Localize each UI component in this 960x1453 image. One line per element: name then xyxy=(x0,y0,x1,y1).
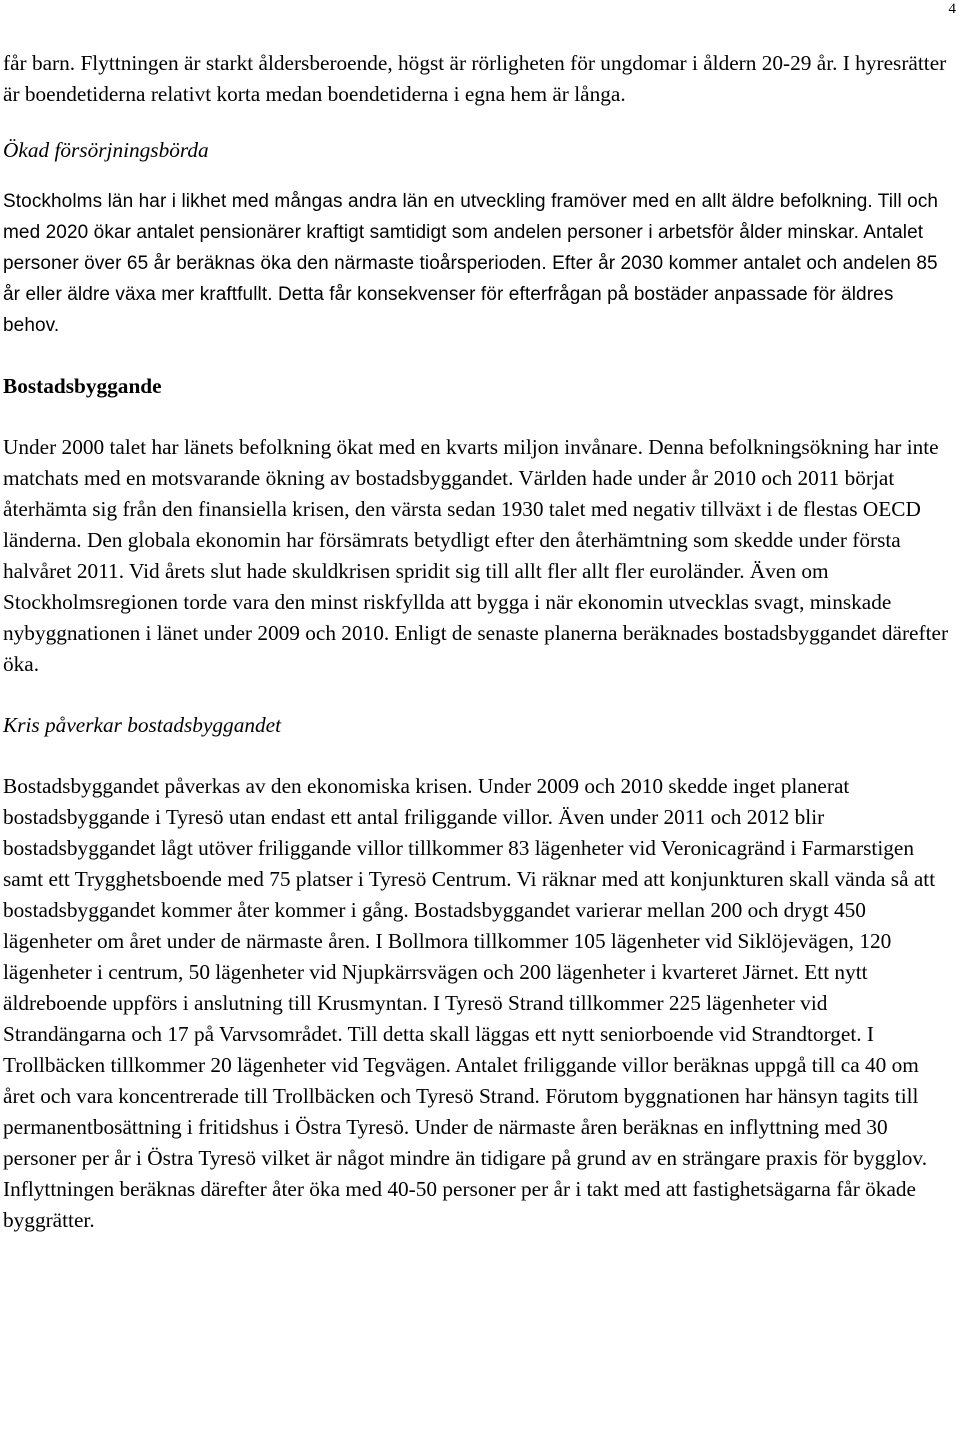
section-heading-kris: Kris påverkar bostadsbyggandet xyxy=(3,713,282,737)
paragraph-bostadsbyggande: Under 2000 talet har länets befolkning ökat med en kvarts miljon invånare. Denna befolkningsökning har inte matchats med en motsvarande ökning av bostadsbyggandet. Världen hade under år 2010 och 2011 börjat återhämta sig från den finansiella krisen, den värsta sedan 1930 talet med negativ tillväxt i de flestas OECD länderna. Den globala ekonomin har försämrats betydligt efter den återhämtning som skedde under första halvåret 2011. Vid årets slut hade skuldkrisen spridit sig till allt fler allt fler euroländer. Även om Stockholmsregionen torde vara den minst riskfyllda att bygga i när ekonomin utvecklas svagt, minskade nybyggnationen i länet under 2009 och 2010. Enligt de senaste planerna beräknades bostadsbyggandet därefter öka. xyxy=(3,435,949,676)
section-heading-forsorjningsborda: Ökad försörjningsbörda xyxy=(3,138,209,162)
section-heading-bostadsbyggande: Bostadsbyggande xyxy=(3,374,162,398)
page-content xyxy=(3,48,955,1236)
paragraph-kris: Bostadsbyggandet påverkas av den ekonomiska krisen. Under 2009 och 2010 skedde inget planerat bostadsbyggande i Tyresö utan endast ett antal friliggande villor. Även under 2011 och 2012 blir bostadsbyggandet lågt utöver friliggande villor tillkommer 83 lägenheter vid Veronicagränd i Farmarstigen samt ett Trygghetsboende med 75 platser i Tyresö Centrum. Vi räknar med att konjunkturen skall vända så att bostadsbyggandet kommer åter kommer i gång. Bostadsbyggandet varierar mellan 200 och drygt 450 lägenheter om året under de närmaste åren. I Bollmora tillkommer 105 lägenheter vid Siklöjevägen, 120 lägenheter i centrum, 50 lägenheter vid Njupkärrsvägen och 200 lägenheter i kvarteret Järnet. Ett nytt äldreboende uppförs i anslutning till Krusmyntan. I Tyresö Strand tillkommer 225 lägenheter vid Strandängarna och 17 på Varvsområdet. Till detta skall läggas ett nytt seniorboende vid Strandtorget. I Trollbäcken tillkommer 20 lägenheter vid Tegvägen. Antalet friliggande villor beräknas uppgå till ca 40 om året och vara koncentrerade till Trollbäcken och Tyresö Strand. Förutom byggnationen har hänsyn tagits till permanentbosättning i fritidshus i Östra Tyresö. Under de närmaste åren beräknas en inflyttning med 30 personer per år i Östra Tyresö vilket är något mindre än tidigare på grund av en strängare praxis för bygglov. Inflyttningen beräknas därefter åter öka med 40-50 personer per år i takt med att fastighetsägarna får ökade byggrätter. xyxy=(3,774,936,1232)
page-number: 4 xyxy=(948,1,956,17)
intro-paragraph: får barn. Flyttningen är starkt åldersberoende, högst är rörligheten för ungdomar i åldern 20-29 år. I hyresrätter är boendetiderna relativt korta medan boendetiderna i egna hem är långa. xyxy=(3,51,947,106)
paragraph-forsorjningsborda: Stockholms län har i likhet med mångas andra län en utveckling framöver med en allt äldre befolkning. Till och med 2020 ökar antalet pensionärer kraftigt samtidigt som andelen personer i arbetsför ålder minskar. Antalet personer över 65 år beräknas öka den närmaste tioårsperioden. Efter år 2030 kommer antalet och andelen 85 år eller äldre växa mer kraftfullt. Detta får konsekvenser för efterfrågan på bostäder anpassade för äldres behov. xyxy=(3,191,939,336)
